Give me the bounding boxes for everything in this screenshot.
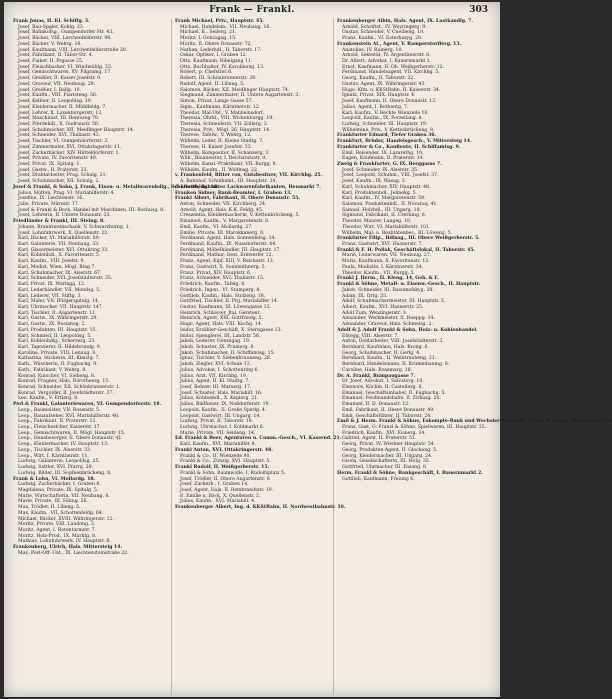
entry-line: Caroline, Hals. Rosemarg. 18. xyxy=(342,367,413,373)
entry-line: Therese, Tafelw., V. Wehrg. 12. xyxy=(180,133,252,139)
entry-line: Julius, Kohlenhdl., X. Keplerg. 21. xyxy=(180,396,259,402)
entry-line: Jakob, Ziegler, XVI. Schule 13. xyxy=(180,362,252,368)
entry-line: Wilhelm, Leder, II. Kleine Stadtg. 7. xyxy=(180,139,264,145)
entry-line: Wilhelm, Kanzl.-Praktikant, VII. Burgg. 8. xyxy=(180,161,277,167)
entry-heading: Josef & Frankl, & Sohn, J. Frank, Eisen- u. Metallwarenhdlg., Schottenfeldg. 16. xyxy=(13,184,219,190)
entry-line: Marie, Private, VII. Seideng. 14. xyxy=(180,430,256,436)
entry-line: Paula, Modistin, I. Kärntnerstr. 34. xyxy=(342,264,424,270)
entry-heading: Frankfurter Filip., Hdlsag., III. Obere Weißgerberstr. 5. xyxy=(337,236,480,242)
entry-line: Karl, Privat, IX. Waringg. 12. xyxy=(18,282,86,288)
entry-line: Leopold, Gastwirt, III. Ungarg. 14. xyxy=(180,413,261,419)
entry-line: Gisela, Gesellschafterin, III. Hofg. 35. xyxy=(342,459,431,465)
entry-line: Josef, Agent, Hals. II. Rembrandtstr. 19. xyxy=(180,487,274,493)
entry-line: Leop., Wirt, I. Kärntnerstr. 11. xyxy=(18,453,89,459)
entry-line: Theodor, Kaufm., VII. Burgg. 5. xyxy=(342,270,415,276)
entry-line: Leopold, Kaufm., IX. Porzellang. 8. xyxy=(342,116,424,122)
entry-line: Karl, Gastw., IX. Rosianog. 2. xyxy=(18,322,86,328)
entry-line: Adam, III. Ortg. 33. xyxy=(342,293,388,299)
entry-line: Josef & Frankl & Beck, Handel mit Maschinen, III. Rochusg. 8. xyxy=(18,207,165,213)
entry-line: Ernst, Kaufmann, II. Ob. Weißgerberstr. 12. xyxy=(342,64,445,70)
entry-line: Ferdinand, Mathur, Oest. Erdwerfer 12. xyxy=(180,253,273,259)
entry-line: Julius, Advokat, I. Schottenring 6. xyxy=(180,367,259,373)
entry-line: Josef, Bohrer, III. Marxerg. 17. xyxy=(180,385,252,390)
entry-line: Josefine, IX. Liechtenstr. 16. xyxy=(18,196,84,202)
entry-line: Ludwig, Privat, II. Taborstr. 18. xyxy=(180,419,254,425)
entry-line: Josef, Fiaker, II. Prgasse 25. xyxy=(18,59,84,65)
entry-line: Moritz, II. Obere Donaustr. 72. xyxy=(180,41,252,47)
directory-columns xyxy=(10,19,612,695)
entry-line: Siegmund, Zimmermaler, II. Untere Augartenstr. 3. xyxy=(180,93,300,99)
entry-heading: Ed. Frankl & Beer, Agenturen u. Comm.-Gesch., VI. Kasernd. 21. xyxy=(175,436,342,442)
entry-line: Josef, Bahnkofsg., Gumpendorfer Str. 43. xyxy=(18,30,114,36)
entry-line: Josef, Privat, IX. Spitalg. 1. xyxy=(18,161,81,167)
entry-line: Alexander, Graveur, Hals. Schmelzg. 2. xyxy=(342,322,433,328)
entry-line: Josef, Leopold, Schuhm., VIII. Josefst. 37. xyxy=(342,173,439,179)
entry-heading: Frankl & F. H. Pollak, Geschäftslokal, II. Taborstr. 45. xyxy=(337,247,476,253)
entry-line: Josef, Zuckerbäcker, XIV. Hütteldorferstr. 1. xyxy=(18,150,121,156)
entry-line: Ludwig, Schneider, III. Hauptstr. 19. xyxy=(342,121,428,127)
entry-line: Karl, Kaufm., V. Rechte Wienzeile 16. xyxy=(342,110,429,116)
entry-line: Josef, Zimmermaler, XVI. Ottakringerstr. 11. xyxy=(18,144,122,150)
entry-line: Julius, Hütten, Prag. VI. Mariahilferstr. 4. xyxy=(18,190,115,196)
entry-line: Josef, Schneider, XVI. Thaliastr. 43. xyxy=(18,133,101,139)
entry-line: Elitegg, VIII. Alserstr. 7. xyxy=(342,333,399,339)
entry-line: Arnold, Sekretär, IV. Argentinierstr. 8. xyxy=(342,53,431,59)
column-2 xyxy=(172,19,346,695)
entry-line: Moritz, Private, VIII. Laudong. 3. xyxy=(18,522,96,528)
entry-line: Isidor, Erzähler-Geschäft, X. Sterngasse 13. xyxy=(180,327,282,333)
entry-heading: Perl & Frankl, Galanteriewaren, VI. Gumpendorferstr. 18. xyxy=(13,402,162,408)
entry-line: Josef, Graveur, VII. Neubaug. 29. xyxy=(18,81,95,87)
entry-line: Ferdinand, Kaufm., IX. Nussdorferstr. 64. xyxy=(180,242,277,248)
entry-line: Leo, Kaufm., V. Ertlerg. 8. xyxy=(18,396,79,402)
entry-line: Franz, Kaufm., VI. Esterhazyg. 20. xyxy=(342,36,423,42)
entry-line: Emanuel, Ferdinandsbahn, II. Zirkusg. 20. xyxy=(342,396,441,402)
entry-line: Jakob, Lederer, Gonzagag. 19. xyxy=(180,339,251,345)
entry-line: Josef, Schuhmacher, XII. Schulg. 2. xyxy=(18,179,100,185)
entry-line: Hugo, Agent, Hals. VIII. Kochg. 14. xyxy=(180,322,263,328)
entry-heading: Frankfurt, Brüder, Handelsgesch., V. Mittersteig 14. xyxy=(337,139,472,145)
entry-line: Josef, Kaufm., IX. Wasag. 3. xyxy=(342,179,407,185)
entry-line: Karl, Tapezierer, II. Hildebrandg. 9. xyxy=(18,344,102,350)
entry-line: Josef, Kaufmann, II. Obere Donaustr. 13. xyxy=(342,99,437,105)
entry-line: Salomon, Bäcker, XII. Meidlinger Hauptstr. 74. xyxy=(180,87,290,93)
entry-line: Georg, Produkten-Agent, II. Glockeng. 5. xyxy=(342,447,438,453)
entry-line: Emanuel, Kaufm., V. Margaretenstr. 8. xyxy=(180,219,270,225)
entry-line: Georg, Privat, IV. Wiedner Hauptstr. 54. xyxy=(342,442,436,448)
entry-line: Bernhard, Kaufmann, Hals. Krong. 6. xyxy=(342,344,429,350)
entry-line: Johann, Branntweinschank, V. Schwarzhorng. 1. xyxy=(18,224,131,230)
entry-line: Konrad, Fragner, Hals, Dorotheerg. 15. xyxy=(18,379,110,385)
entry-line: Konrad, Schneider, XII. Schönbrunnerstr. 1. xyxy=(18,385,121,390)
entry-line: Jakob, Schuster, IX. Pramerg. 8. xyxy=(180,344,255,350)
entry-line: Josef, Pferdehdl., X. Gudrunstr. 50. xyxy=(18,121,100,127)
entry-line: Ferdinand, Agent, Hals. Sonnenfelsg. 14. xyxy=(180,236,276,242)
entry-line: Anatolius, IV. Rainerg. 10. xyxy=(342,47,403,53)
entry-line: Franz, Gastwirt, X. Sonnleithnerg. 5. xyxy=(180,264,266,270)
entry-line: Georg, Kleidermacher, III. Ungarg. 24. xyxy=(342,453,433,459)
entry-line: Josef, Kaufmann, VIII. Lerchenfelderstraße 20. xyxy=(18,47,128,53)
entry-line: Anton, Schneider, VII. Kirchberg. 24. xyxy=(180,202,267,207)
entry-line: Ludwig, Zuckerbäcker, I. Graben 8. xyxy=(18,482,101,488)
entry-line: Karl, Produkten, III. Hauptstr. 15. xyxy=(18,327,97,333)
entry-line: Otto, Kaufmann, Ribelgang 11. xyxy=(180,59,253,65)
entry-heading: Frankl Rudolf, II. Weißgerberstr. 15. xyxy=(175,465,270,471)
entry-heading: Frankenstein Al., Agent, V. Ramperstorfferg. 13. xyxy=(337,41,462,47)
entry-line: Theresia, Schneiderin, VII. Zollerg. 3. xyxy=(180,121,269,127)
entry-line: Karl, Schmied, II. Leopoldsg. 5. xyxy=(18,333,92,339)
entry-line: Moriz, Kaufmann, X. Favoritenstr. 12. xyxy=(342,259,430,265)
entry-heading: Frankenberg, Ulrich, Hals. Mittersteig 14. xyxy=(13,545,123,551)
entry-line: Theresia, Ohrkl., VIII. Wickenburgg. 19. xyxy=(180,116,274,122)
entry-line: Gustav, Schneider, V. Cueilleng. 19. xyxy=(342,30,425,36)
entry-heading: Frankfurter & Co., Kaufleute, II. Schiffamtsg. 9. xyxy=(337,144,461,150)
entry-line: Dr. Albert, Advokat, I. Bauernmarkt 1. xyxy=(342,59,432,65)
entry-line: Josef, Kaufm., VIII. Piaristeng. 56. xyxy=(18,93,98,99)
entry-line: Julius, Kaufm., XVI. Mariahilf. 4. xyxy=(180,499,256,505)
entry-line: Josef, Lehrerin, II. Untere Donaustr. 33. xyxy=(18,213,111,219)
entry-line: Josef, Maschinist, III. Rennweg 70. xyxy=(18,116,100,122)
entry-line: Josef, Tischler, VI. Gumpendorferstr. 3. xyxy=(18,139,109,145)
entry-line: Max, Post-Off.-Unt., IX. Liechtensteinstraße 22. xyxy=(18,550,129,556)
entry-line: Leop., Tischler, IX. Alserstr. 33. xyxy=(18,447,92,453)
page-number: 303 xyxy=(469,5,488,15)
entry-heading: Zweig & Frankfurter, G. IX. Berggasse 7. xyxy=(337,161,442,167)
entry-line: Josef, Schuhmacher, XII. Meidlinger Hauptstr. 14. xyxy=(18,127,135,133)
entry-line: Wilhelm, Mal. u. Realitätenbes., III. Löweng. 5. xyxy=(342,230,453,236)
entry-heading: Frank Jonas, II. Kl. Schiffg. 3. xyxy=(13,19,90,24)
entry-line: Emil, Fabrikant, II. Obere Donaustr. 49. xyxy=(342,407,435,413)
entry-line: Georg, Kaufm., II. Taborstr. 22. xyxy=(342,76,415,82)
entry-line: Karl, Kaufm., IV. Margaretenstr. 59. xyxy=(342,196,426,202)
entry-line: Sigm., Kaufmann, Kärntnerstr. 12. xyxy=(180,104,261,110)
entry-line: Gottfried, Uhrmacher, III. Fasang. 8. xyxy=(342,465,428,471)
entry-line: Emil, Geschäftsführer, II. Taborstr. 24. xyxy=(342,413,432,419)
entry-line: Max, Kaufm., VII. Schottenfeldg. 64. xyxy=(18,510,104,516)
entry-line: Karl, Modist, Wien, Mögl. Ring 7. xyxy=(18,264,96,270)
entry-line: A. Bahnhof, Schulbamt., III. Hauptstr. 34. xyxy=(180,179,277,185)
entry-line: Gustav, Kaufmann, III. Löwengasse 12. xyxy=(180,304,271,310)
entry-line: Karl, Kohlenhdlg., Scherzerg. 23. xyxy=(18,339,96,345)
entry-line: Josef, Lohnfuhrwerk, X. Quellenstr. 23. xyxy=(18,230,109,236)
entry-line: Karl, Schneider, XVI. Josefstädterstr. 35. xyxy=(18,276,113,282)
entry-line: Josef, Bau-Spgler, Kohlg. 23. xyxy=(18,24,85,30)
entry-heading: v. Frankenfeld, Ritter von, Gutsbesitzer, VII. Kirchbg. 25. xyxy=(175,173,323,179)
entry-line: Moritz, Holz-Prod., IX. Marktg. 8. xyxy=(18,533,97,539)
entry-heading: & Löwith, Schnitter Lackwarenfabrikanten, Heumarkt 7. xyxy=(175,184,321,190)
entry-line: Karl, Lederer, VII. Stiftg. 3. xyxy=(18,293,82,299)
entry-line: Wilhelm, Kompositor, II. Schanzerg. 3. xyxy=(180,150,270,156)
entry-heading: Herm. Frankl & Söhne, Bankgeschäft, I. Bauernmarkt 2. xyxy=(337,470,483,476)
entry-line: Gabriel, Agent, II. Praterstr. 51. xyxy=(342,436,417,442)
entry-line: Michael, Bäcker, XVIII. Währingerstr. 12. xyxy=(18,516,114,522)
entry-line: Moritz, I. Gonzagag. 15. xyxy=(180,36,237,42)
entry-line: Eleonore, Köchin, II. Castellezg. 8. xyxy=(342,385,423,390)
entry-line: Leopold, Kaufm., II. Große Sperlg. 4. xyxy=(180,407,267,413)
entry-line: Marie, Private, III. Sünng. 26. xyxy=(18,499,88,505)
entry-line: Max, Trödler, II. Lilieng. 5. xyxy=(18,505,81,511)
entry-line: Gottfried, Tischler, II. Prg. Mariahilfer 14. xyxy=(180,299,279,305)
entry-line: Robert, p. Chefstiwl 6. xyxy=(180,70,233,76)
entry-line: Josef, Fabrikant, II. Tabor-Str. 4. xyxy=(18,53,94,59)
entry-line: Otto, Buchhalter, IV. Karolineng. 13. xyxy=(180,64,265,70)
entry-line: Oskar, Optiker, I. Graben 12. xyxy=(180,53,248,59)
entry-line: Moritz, Agent, I. Rotenturmstr. 7. xyxy=(18,527,97,533)
entry-line: Leop., Kleidermacher, IV. Hauptstr. 13. xyxy=(18,442,109,448)
entry-line: Julius, Arzt, VII. Kirchbg. 19. xyxy=(180,373,248,379)
entry-line: Leop., Gemischtwaren, II. Mögl. Hauptstr. 15. xyxy=(18,430,126,436)
entry-line: Karl, Maler, VII. Bürgerspitalg. 14. xyxy=(18,299,100,305)
entry-line: Karl, Kaufm., XVI. Mariahilfer 9. xyxy=(180,442,256,448)
entry-line: Heinrich, Agent, XIII. Gottfriedg. 5. xyxy=(180,316,264,322)
entry-line: Wilhelmine, Priv., V. Kettenbrückeng. 8. xyxy=(342,127,435,133)
entry-line: Simon, Privat, Lange Gasse 57. xyxy=(180,99,253,105)
entry-line: Heinrich, Schlosser, Jtal, Gerstenr. xyxy=(180,310,261,316)
entry-line: Georg, Schuhmacher, II. Gerlg. 4. xyxy=(342,350,421,356)
entry-line: Nathan, Lederhdl., II. Taborstr. 17. xyxy=(180,47,262,53)
entry-line: Julius, Agent, I. Rothentg. 7. xyxy=(342,104,409,110)
entry-line: Friedrich, Ingen., VI. Stumperg. 8. xyxy=(180,287,261,293)
entry-line: Franz, Gastwirt, XVI. Hasnerstr. 7. xyxy=(342,242,423,248)
entry-line: Ferdinand, Möbelhändler, III. Hauptstr. 17. xyxy=(180,247,281,253)
entry-line: Marie, Lederwaren, VII. Neubaug. 27. xyxy=(342,253,432,259)
entry-line: Hugo, Kfm. u. KKStBahn, II. Kaiserstr. 34. xyxy=(342,87,441,93)
entry-line: Ignatz, Privat, XIX. Hauptstr. 4. xyxy=(342,93,416,99)
entry-line: Karl, Gastw., IX. Währingerstr. 29. xyxy=(18,316,98,322)
entry-line: Sigmund, Fabrikant, II. Czerning. 6. xyxy=(342,213,427,219)
entry-line: Arnold, Schriftst., IV. Weyringerg. 9. xyxy=(342,24,427,30)
entry-line: Josef, Gastw., II. Praterstr. 33. xyxy=(18,167,88,173)
entry-line: Emil, Kaufm., VI. Mollardg. 27. xyxy=(180,224,253,230)
entry-line: Jakob, Schuhmacher, II. Schiffamtsg. 15. xyxy=(180,350,275,356)
entry-heading: Frankenberger Albert, Ing. d. KKStBahn, II. Nordwestbahnstr. 10. xyxy=(175,505,346,511)
entry-line: Josef, Trödler, II. Obere Augartenstr. 8. xyxy=(180,476,272,482)
entry-line: Eugen, Kaufmann, II. Praterstr. 14. xyxy=(342,156,425,162)
entry-line: Bernhard, Kaufm., II. Weintraubeng. 21. xyxy=(342,356,437,362)
entry-line: Ferdinand, Handelsagent, VII. Kirchbg. 5. xyxy=(342,70,440,76)
entry-line: Michael, Handelsm., VII. Neubaug. 16. xyxy=(180,24,271,30)
entry-line: Leop., Baumeister, VII. Rosenstr. 5. xyxy=(18,407,101,413)
entry-line: Rudolf, Agent, II. Lilieng. 5. xyxy=(180,81,245,87)
entry-line: Arnold, Agent, Hals. K.K. Feldg. 45. xyxy=(180,207,264,213)
entry-line: Karl, Uhrmacher, VII. Hauptstr. 147. xyxy=(18,304,104,310)
entry-line: E. Emilie u. Bäck, X. Quellenstr. 3. xyxy=(180,493,261,499)
entry-line: Gottlieb, Kaufmann, Freiung 6. xyxy=(342,476,415,482)
entry-heading: Frankfurter Eduard, Tiefer Graben 36. xyxy=(337,133,437,139)
entry-line: Isidor, Spenglerei, III. Landstr. 56. xyxy=(180,333,261,339)
entry-line: Karl, Kohlenhdl., X. Favoritenstr. 5. xyxy=(18,253,101,259)
directory-page xyxy=(4,2,612,697)
entry-line: Karl, Lederhändler, VII. Mondsg. 5. xyxy=(18,287,101,293)
entry-line: Josef, Lehrer, X. Laxenburgerstr. 12. xyxy=(18,110,103,116)
entry-line: Wilhelm, Kaufm., II. Wolfmsg. 22. xyxy=(180,167,259,173)
entry-line: Anton, Goldarbeiter, VIII. Josefstädterstr. 3. xyxy=(342,339,444,345)
entry-heading: Dr. A. Frankl, Rumpaugasse 7. xyxy=(337,373,416,379)
entry-heading: Friedländer & Frankl, III. Steing. 8. xyxy=(13,219,105,225)
entry-line: Kath., Fabrikant, V. Wehrg. 8. xyxy=(18,367,87,373)
running-head: Frank — Frankl. xyxy=(209,5,295,15)
entry-heading: Franken Sidney, Bank-Beamter, I. Graben 13. xyxy=(175,190,292,196)
entry-line: Emilie, Private, III. Marokkanerg. 8. xyxy=(180,230,265,236)
entry-line: Leop., Hausbesorger, II. Obere Donaustr. 41. xyxy=(18,436,123,442)
entry-line: Franz, Agent, Kipf. XIII, V. Reichsstr. 13. xyxy=(180,259,275,265)
entry-line: Ignaz, Tischler, V. Siebenbrunneng. 28. xyxy=(180,356,272,362)
entry-line: Gottlieb, Kaufm., Hals. Stolzeng. 18. xyxy=(180,293,266,299)
entry-line: Franz, Privat, XIV. Hauptstr. 6. xyxy=(180,270,252,276)
entry-line: Marie, Wirtschafterin, VII. Neubaug. 8. xyxy=(18,493,110,499)
entry-line: Josef, Private, IV. Favoritenstr. 40. xyxy=(18,156,98,162)
entry-line: Ludwig, Bilder, III. Sophienbrückeng. 8. xyxy=(18,470,112,476)
entry-line: Konrad, Kutscher, VI. Siebeng. 8. xyxy=(18,373,96,379)
entry-line: Josef, Schneider, IX. Alserstr. 35. xyxy=(342,167,419,173)
entry-line: Theodor, Wirt, VI. Mariahilferstr. 101. xyxy=(342,224,431,230)
entry-line: Emanuel, Geschäftsinhaber, II. Fugbachg. 5. xyxy=(342,390,446,396)
entry-line: Josef, Greißler, II. Kaiser Josefstr. 9. xyxy=(18,76,102,82)
entry-line: Karoline, Private, VIII. Lenaug. 8. xyxy=(18,350,97,356)
entry-heading: Frankl J. Herm., II. Kleng. 14, Geb. & F. xyxy=(337,276,439,282)
entry-heading: Frankl & Söhne, Metall- u. Eisenw.-Gesch., II. Hauptstr. xyxy=(337,282,481,288)
entry-line: Bernhard, Handelsmann, II. Krummbaumg. 8. xyxy=(342,362,450,368)
entry-line: Creszentia, Kleidermacherin, V. Kettenbrückeng. 5. xyxy=(180,213,300,219)
entry-line: Emil, Reisender, IX. Lazarethg. 10. xyxy=(342,150,424,156)
entry-line: Franz, Gast, G. Franzl & Söhne, Spielwaren, III. Hauptstr. 35. xyxy=(342,425,487,431)
entry-heading: Frank Michael, Priv., Hauptstr. 45. xyxy=(175,19,265,24)
entry-line: Frankl & Co., Zünzig. XVI. Hauptstr. 5. xyxy=(180,459,271,465)
entry-line: Josef, Drahtarbeiter, Prag. Schulg. 21. xyxy=(18,173,107,179)
entry-line: Karl, Schuhmacher, XIV. Hauptstr. 48. xyxy=(342,184,431,190)
column-3 xyxy=(334,19,612,695)
entry-line: Karl, Tischler, II. Augartenstr. 11. xyxy=(18,310,97,316)
entry-line: Josef, Bäcker, V. Wehrg. 16. xyxy=(18,41,82,47)
entry-line: Theodor, Maurer, Langeg. 18. xyxy=(342,219,412,225)
entry-line: Friedrich, Kaufm., XVI. Eisnerg. 34. xyxy=(342,430,426,436)
entry-line: Theresia, Priv., Mögl. 26, Hauptstr. 14. xyxy=(180,127,271,133)
entry-line: Karl, Kaufm., VIII. Josefst. 9. xyxy=(18,259,85,265)
entry-line: Kath., Wäscherin, II. Fugbachg. 9. xyxy=(18,362,98,368)
entry-line: Josef, Zuckerb., I. Graben 14. xyxy=(180,482,249,488)
entry-line: Karl, Produktenhdl., Jelinekg. 5. xyxy=(342,190,417,196)
entry-line: Wilh., Baumeister, I. Reichsratsstr. 9. xyxy=(180,156,267,162)
entry-heading: Emil & J. Herm. Frankl & Söhne, Eskompte-Bank und Wechsler-Geschäft, Frankl & Comp., Bauernmarkt 2. xyxy=(337,419,612,425)
entry-line: Karl, Bäcker, VI. Mariahilferstr. 89. xyxy=(18,236,101,242)
entry-line: Robert, III. Schönbrunnerstr. 28. xyxy=(180,76,257,82)
entry-line: Ludwig, Uhrmacher, I. Kohlmarkt 6. xyxy=(180,425,265,431)
entry-line: Josef, Gemischtwaren, XV. Pilgramg. 17. xyxy=(18,70,112,76)
entry-line: Konrad, Vergolder, II. Josefstädterstr. 37. xyxy=(18,390,114,396)
entry-line: Adolf Zum, Wenzingerstr. 3. xyxy=(342,310,408,316)
entry-line: Karl, Galanterie, VII. Neubaug. 33. xyxy=(18,242,100,248)
entry-line: Leop., Bauaufseher, XVI. Mariahilferstr. 40. xyxy=(18,413,120,419)
entry-line: Julie, Private, Märzstr. 17. xyxy=(18,202,80,207)
entry-line: Albert, Kaufm., XVI. Hasnerstr. 25. xyxy=(342,304,424,310)
entry-heading: Frankenberger Albin, Hals. Agent, IX. Lustkandlg. 7. xyxy=(337,19,473,24)
entry-line: Franz, Schneider, XVI. Thaliastr. 15. xyxy=(180,276,265,282)
entry-line: Frankl & Co., II. Wienzeile 90. xyxy=(180,453,251,459)
entry-line: Josef, Greißler, I. Ballg. 10. xyxy=(18,87,82,93)
entry-line: Samuel, Holzhdl., III. Ungarg. 10. xyxy=(342,207,421,213)
entry-line: Leop., Fleischselcher, Kaiserstr. 17. xyxy=(18,425,102,431)
entry-line: Josef, Kleidermacher, II. Mühlfeldg. 7. xyxy=(18,104,107,110)
entry-line: Josef, Schuster, Hals. Mariahilf. 16. xyxy=(180,390,263,396)
entry-line: Therese, II. Kaiser Josefstr. 33. xyxy=(180,144,253,150)
entry-line: Katharina, Stickerin, III. Kleistg. 7. xyxy=(18,356,100,362)
entry-line: Gustav, Agent, IX. Währingerstr. 43. xyxy=(342,81,426,87)
entry-line: Adolf, Schuhmachermeister, III. Hauptstr. 5. xyxy=(342,299,446,305)
entry-line: Michael, K., Seilerg. 21. xyxy=(180,30,237,36)
entry-line: Josef, Bäcker, VIII. Lerchenfelderstr. 98. xyxy=(18,36,112,42)
entry-line: Magdalena, Private, IX. Spitalg. 5. xyxy=(18,487,99,493)
entry-line: Friedrich, Kaufm., Tafelg. 6. xyxy=(180,282,246,288)
entry-line: Karl, Schuhmacher, IX. Alserstr. 67. xyxy=(18,270,102,276)
entry-heading: Frankl Anton, XVI. Ottakringerstr. 48. xyxy=(175,447,273,453)
entry-line: Dr. Josef, Advokat, I. Salvatorg. 10. xyxy=(342,379,424,385)
entry-line: Karl, Glasermeister, XVI. Ottakring 33. xyxy=(18,247,109,253)
entry-line: Leop., Fabrikant, II. Praterstr. 12. xyxy=(18,419,97,425)
entry-line: Josef, Fleischhacker, VI. Windmühlg. 33. xyxy=(18,64,113,70)
page-header xyxy=(4,2,500,18)
entry-line: Emanuel, II. D. Donaustr. 12. xyxy=(342,402,410,408)
entry-line: Ludwig, Sattler, XVI. Pfarrg. 20. xyxy=(18,465,93,471)
entry-line: Frankl & Sohn, Baumwolle, I. Rudolfsplatz 5. xyxy=(180,470,286,476)
entry-line: Julius, Agent, II. Kl. Stadtg. 7. xyxy=(180,379,250,385)
entry-line: Alexander, Werkmeister, II. Rueppg. 14. xyxy=(342,316,435,322)
entry-line: Jakob, Schneider, III. Rasumofskyg. 28. xyxy=(342,287,434,293)
entry-heading: Adolf & J. Adolf Frankl & Sohn, Holz- u. Kohlenhandel. xyxy=(337,327,478,333)
entry-heading: Frankl Albert, Fabrikant, II. Obere Donaustr. 55. xyxy=(175,196,300,202)
entry-line: Salomon, Produktenhdl., II. Novaraq. 41. xyxy=(342,202,438,207)
entry-line: Theodor, Mal-Ubl., V. Matzleinsdorf. xyxy=(180,110,264,116)
entry-line: Mathias, Lohnfuhrwerk, IV. Hauptstr. 8. xyxy=(18,539,111,545)
entry-line: Josef, Kellner, II. Leopoldsg. 19. xyxy=(18,99,93,105)
entry-heading: Frank & Lohn, VI. Mollardg. 18. xyxy=(13,476,96,482)
entry-line: Julius, Bildhauer, IX. Nußdorferstr. 19. xyxy=(180,402,270,408)
entry-line: Ludwig, Galanterie, Leopoldsg. 25. xyxy=(18,459,100,465)
